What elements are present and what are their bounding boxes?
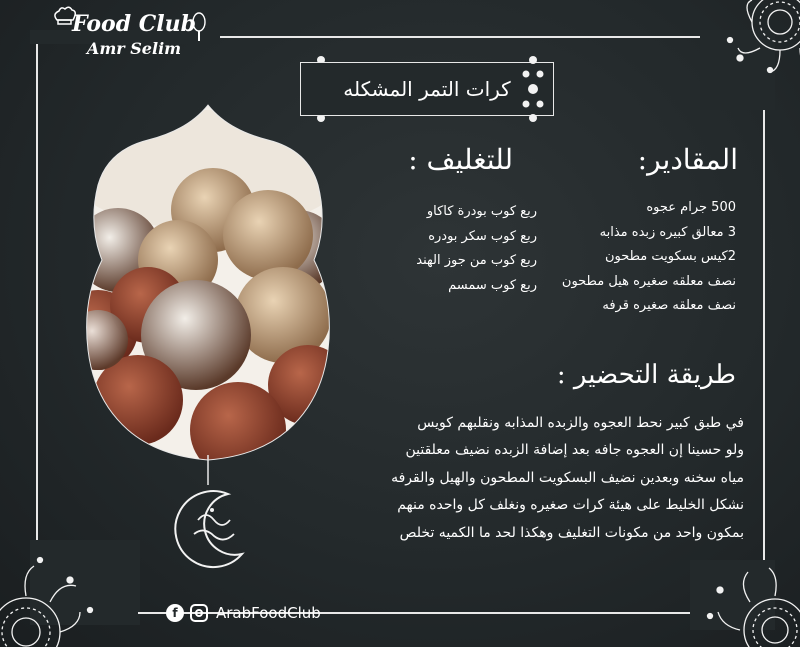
method-text xyxy=(280,410,744,547)
list-item: نصف معلقه صغيره هيل مطحون xyxy=(561,273,736,289)
list-item: ربع كوب من جوز الهند xyxy=(416,253,537,268)
method-line: مياه سخنه وبعدين نضيف البسكويت المطحون والهيل والقرفه xyxy=(391,469,744,486)
mandala-bottom-left-icon xyxy=(0,540,120,647)
social-handle[interactable]: ArabFoodClub xyxy=(216,604,321,622)
whisk-icon xyxy=(188,12,210,42)
brand-line-2: Amr Selim xyxy=(86,39,182,58)
method-line: في طبق كبير نحط العجوه والزبده المذابه ونقلبهم كويس xyxy=(417,415,744,431)
footer-divider xyxy=(138,612,160,614)
list-item: 2كيس بسكويت مطحون xyxy=(604,249,736,264)
mandala-bottom-right-icon xyxy=(690,550,800,647)
mandala-top-right-icon xyxy=(700,0,800,80)
ornament-right-icon xyxy=(518,52,548,126)
ingredients-heading: المقادير: xyxy=(637,143,738,176)
list-item: ربع كوب سمسم xyxy=(448,277,537,293)
list-item: ربع كوب بودرة كاكاو xyxy=(426,204,537,219)
ramadan-crescent-icon xyxy=(168,480,258,570)
instagram-icon[interactable] xyxy=(190,604,208,622)
recipe-title: كرات التمر المشكله xyxy=(343,77,511,101)
method-line: ولو حسينا إن العجوه جافه بعد إضافة الزبده نضيف معلقتين xyxy=(405,442,744,459)
list-item: ربع كوب سكر بودره xyxy=(428,228,537,244)
coating-list xyxy=(416,200,537,298)
brand-line-1: Food Club xyxy=(71,11,197,37)
facebook-icon[interactable]: f xyxy=(166,604,184,622)
list-item: 3 معالق كبيره زبده مذابه xyxy=(599,224,736,240)
list-item: 500 جرام عجوه xyxy=(646,200,736,215)
method-heading: طريقة التحضير : xyxy=(556,360,736,390)
ingredients-list xyxy=(562,196,736,319)
list-item: نصف معلقه صغيره قرفه xyxy=(602,298,736,313)
footer xyxy=(138,600,321,626)
chef-hat-icon xyxy=(52,6,76,26)
method-line: بمكون واحد من مكونات التغليف وهكذا لحد ما الكميه تخلص xyxy=(399,524,744,541)
method-line: نشكل الخليط على هيئة كرات صغيره ونغلف كل واحده منهم xyxy=(397,497,744,514)
coating-heading: للتغليف : xyxy=(408,143,513,176)
